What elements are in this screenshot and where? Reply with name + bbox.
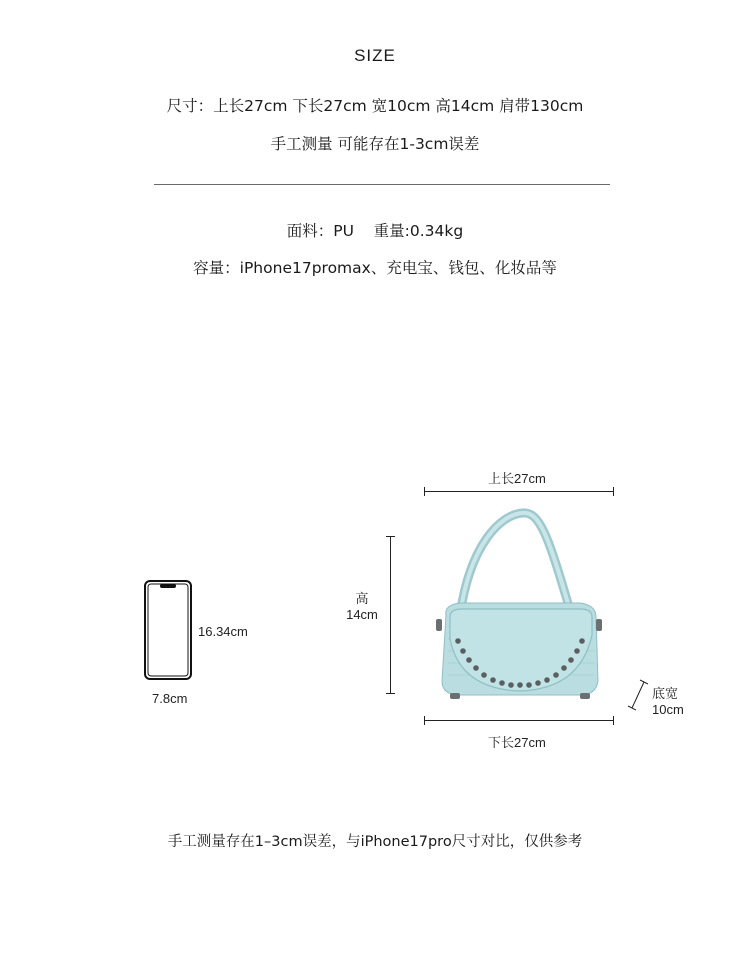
bag-depth-label-value: 10cm [652, 702, 684, 717]
tolerance-line: 手工测量 可能存在1-3cm误差 [270, 135, 480, 153]
shoulder-bag-image [430, 505, 610, 705]
bag-bottom-length-label: 下长27cm [488, 735, 546, 750]
height-tick-top [386, 536, 395, 537]
divider [154, 184, 610, 185]
capacity-line: 容量：iPhone17promax、充电宝、钱包、化妆品等 [193, 259, 557, 277]
bottom-length-tick-left [424, 716, 425, 725]
footer-note: 手工测量存在1–3cm误差，与iPhone17pro尺寸对比，仅供参考 [167, 834, 583, 850]
bag-illustration [430, 505, 610, 705]
top-length-tick-right [613, 487, 614, 496]
bag-top-length-label: 上长27cm [488, 471, 546, 486]
phone-width-label: 7.8cm [152, 691, 188, 706]
bottom-length-line [424, 720, 614, 721]
bag-height-label-char: 高 [355, 591, 369, 606]
phone-height-label: 16.34cm [198, 624, 248, 639]
material-weight-line: 面料：PU 重量:0.34kg [286, 222, 464, 240]
phone-icon [144, 580, 192, 680]
size-spec-line: 尺寸：上长27cm 下长27cm 宽10cm 高14cm 肩带130cm [166, 97, 584, 115]
bottom-length-tick-right [613, 716, 614, 725]
bag-depth-label-text: 底宽 [652, 686, 679, 701]
bag-depth-label [652, 686, 684, 718]
phone-illustration [144, 580, 192, 680]
top-length-tick-left [424, 487, 425, 496]
depth-line [626, 678, 650, 712]
top-length-line [424, 491, 614, 492]
bag-height-label [344, 591, 380, 623]
page-title: SIZE [354, 46, 396, 65]
height-tick-bottom [386, 693, 395, 694]
height-line [390, 536, 391, 694]
bag-height-label-value: 14cm [346, 607, 378, 622]
